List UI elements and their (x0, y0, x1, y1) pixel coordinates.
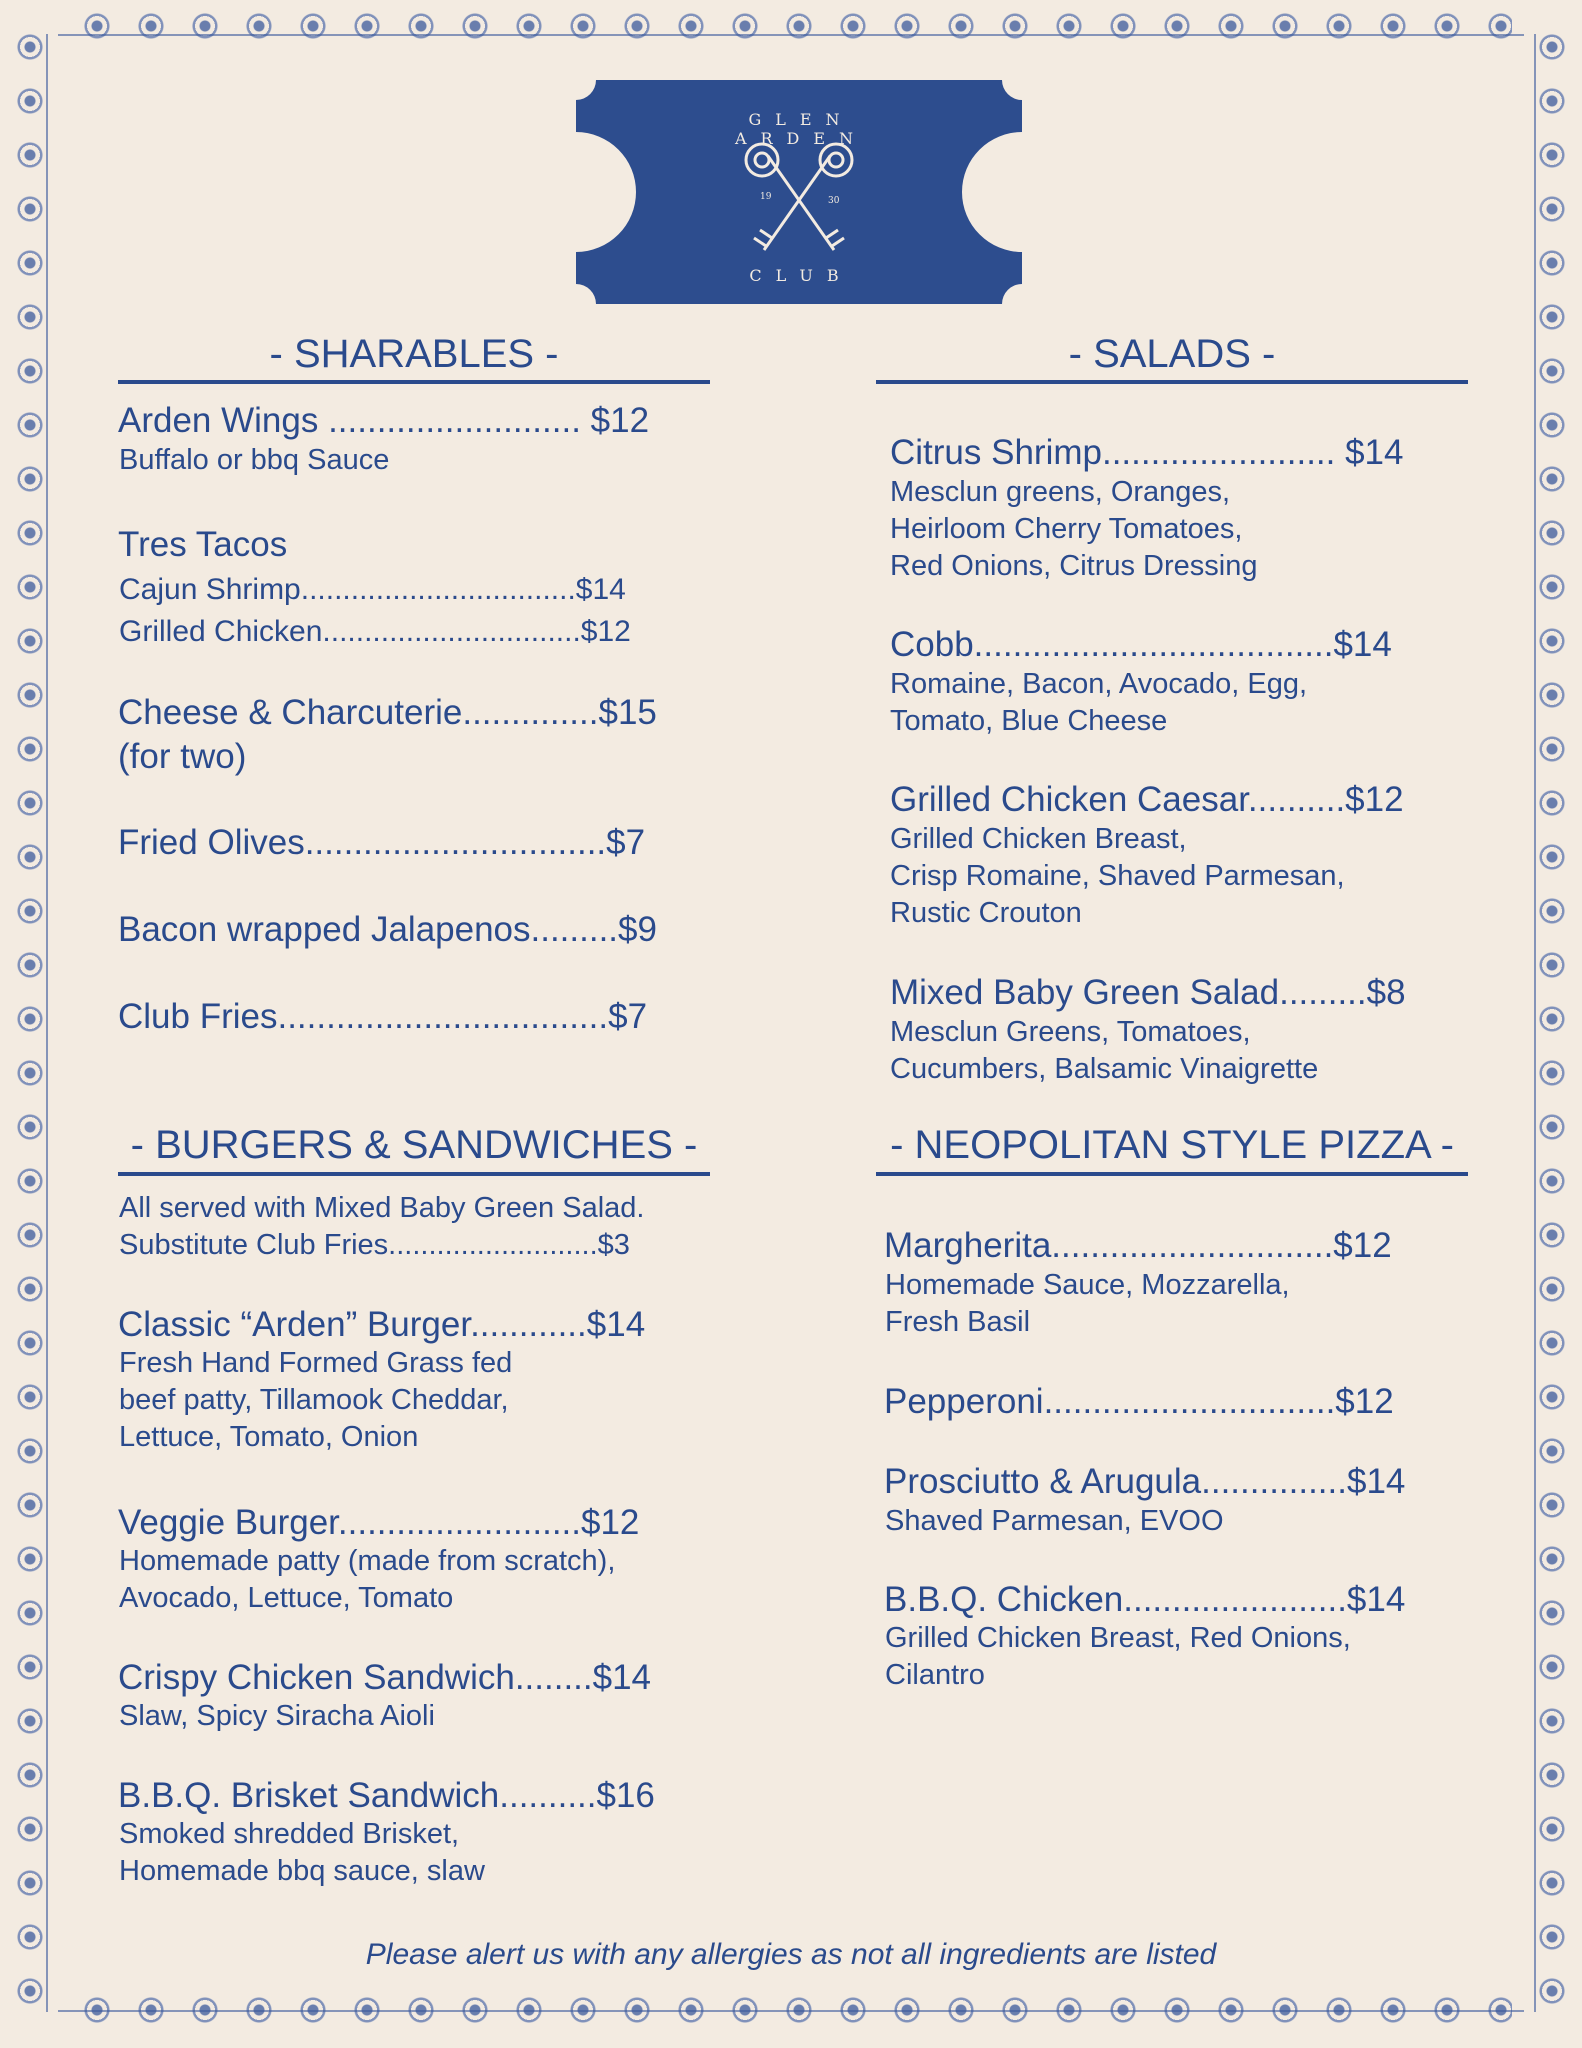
item-chicken-caesar-desc-1: Grilled Chicken Breast, (890, 823, 1187, 855)
club-logo (576, 80, 1022, 304)
item-mixed-green-salad-desc-2: Cucumbers, Balsamic Vinaigrette (890, 1053, 1319, 1085)
logo-bottom-text: CLUB (749, 266, 853, 285)
sharables-rule (118, 380, 710, 384)
burgers-title: - BURGERS & SANDWICHES - (130, 1123, 698, 1167)
item-bbq-chicken-pizza: B.B.Q. Chicken.......................$14 (884, 1580, 1406, 1619)
sharables-title: - SHARABLES - (269, 332, 559, 376)
logo-year-right: 30 (828, 196, 840, 206)
item-tres-tacos: Tres Tacos (118, 525, 288, 564)
item-chicken-caesar-desc-2: Crisp Romaine, Shaved Parmesan, (890, 860, 1345, 892)
border-line-left (46, 34, 48, 2012)
item-classic-burger-desc-1: Fresh Hand Formed Grass fed (119, 1347, 513, 1379)
item-cobb-desc-2: Tomato, Blue Cheese (890, 705, 1168, 737)
item-cobb-desc-1: Romaine, Bacon, Avocado, Egg, (890, 668, 1308, 700)
item-citrus-shrimp: Citrus Shrimp........................ $14 (890, 433, 1404, 472)
item-margherita-desc-2: Fresh Basil (885, 1306, 1031, 1338)
border-ornament-left (12, 20, 48, 2028)
logo-year-left: 19 (760, 192, 772, 202)
item-cajun-shrimp: Cajun Shrimp.................................$14 (119, 573, 626, 606)
item-arden-wings: Arden Wings .......................... $12 (118, 401, 650, 440)
pizza-title: - NEOPOLITAN STYLE PIZZA - (890, 1123, 1454, 1167)
item-club-fries: Club Fries..................................$7 (118, 997, 648, 1036)
item-citrus-shrimp-desc-3: Red Onions, Citrus Dressing (890, 550, 1258, 582)
item-bbq-chicken-pizza-desc-2: Cilantro (885, 1659, 985, 1691)
item-pepperoni: Pepperoni..............................$12 (884, 1382, 1394, 1421)
item-classic-burger-desc-2: beef patty, Tillamook Cheddar, (119, 1384, 509, 1416)
item-prosciutto-arugula-desc: Shaved Parmesan, EVOO (885, 1505, 1224, 1537)
item-fried-olives: Fried Olives...............................$7 (118, 823, 646, 862)
item-margherita-desc-1: Homemade Sauce, Mozzarella, (885, 1269, 1290, 1301)
burgers-rule (118, 1172, 710, 1176)
item-classic-burger: Classic “Arden” Burger............$14 (118, 1305, 646, 1344)
border-line-top (58, 34, 1524, 36)
item-mixed-green-salad-desc-1: Mesclun Greens, Tomatoes, (890, 1016, 1251, 1048)
item-brisket-sandwich: B.B.Q. Brisket Sandwich..........$16 (118, 1776, 655, 1815)
item-brisket-sandwich-desc-1: Smoked shredded Brisket, (119, 1818, 460, 1850)
border-ornament-right (1534, 20, 1570, 2028)
item-crispy-chicken: Crispy Chicken Sandwich........$14 (118, 1658, 652, 1697)
item-bacon-jalapenos: Bacon wrapped Jalapenos.........$9 (118, 910, 657, 949)
item-classic-burger-desc-3: Lettuce, Tomato, Onion (119, 1421, 419, 1453)
item-grilled-chicken-taco: Grilled Chicken...............................$12 (119, 615, 631, 648)
item-veggie-burger-desc-2: Avocado, Lettuce, Tomato (119, 1582, 454, 1614)
item-veggie-burger: Veggie Burger.........................$12 (118, 1503, 640, 1542)
border-ornament-top (70, 8, 1512, 44)
allergy-notice: Please alert us with any allergies as not all ingredients are listed (365, 1938, 1217, 1971)
border-ornament-bottom (70, 1992, 1512, 2028)
item-brisket-sandwich-desc-2: Homemade bbq sauce, slaw (119, 1855, 485, 1887)
item-chicken-caesar: Grilled Chicken Caesar..........$12 (890, 780, 1404, 819)
item-margherita: Margherita.............................$12 (884, 1226, 1392, 1265)
item-cheese-charcuterie: Cheese & Charcuterie..............$15 (118, 693, 657, 732)
item-cheese-note: (for two) (118, 737, 247, 776)
burgers-note-salad: All served with Mixed Baby Green Salad. (119, 1192, 645, 1224)
salads-title: - SALADS - (1068, 332, 1276, 376)
border-line-right (1534, 34, 1536, 2012)
burgers-note-fries: Substitute Club Fries..........................$3 (119, 1229, 630, 1261)
item-veggie-burger-desc-1: Homemade patty (made from scratch), (119, 1545, 616, 1577)
logo-top-text: GLEN ARDEN (734, 110, 868, 148)
item-citrus-shrimp-desc-1: Mesclun greens, Oranges, (890, 476, 1231, 508)
border-line-bottom (58, 2010, 1524, 2012)
item-prosciutto-arugula: Prosciutto & Arugula...............$14 (884, 1462, 1406, 1501)
item-bbq-chicken-pizza-desc-1: Grilled Chicken Breast, Red Onions, (885, 1622, 1351, 1654)
item-cobb: Cobb.....................................$14 (890, 625, 1392, 664)
item-citrus-shrimp-desc-2: Heirloom Cherry Tomatoes, (890, 513, 1243, 545)
pizza-rule (876, 1172, 1468, 1176)
salads-rule (876, 380, 1468, 384)
item-crispy-chicken-desc: Slaw, Spicy Siracha Aioli (119, 1700, 435, 1732)
item-arden-wings-desc: Buffalo or bbq Sauce (119, 444, 390, 476)
item-chicken-caesar-desc-3: Rustic Crouton (890, 897, 1082, 929)
item-mixed-green-salad: Mixed Baby Green Salad.........$8 (890, 973, 1406, 1012)
